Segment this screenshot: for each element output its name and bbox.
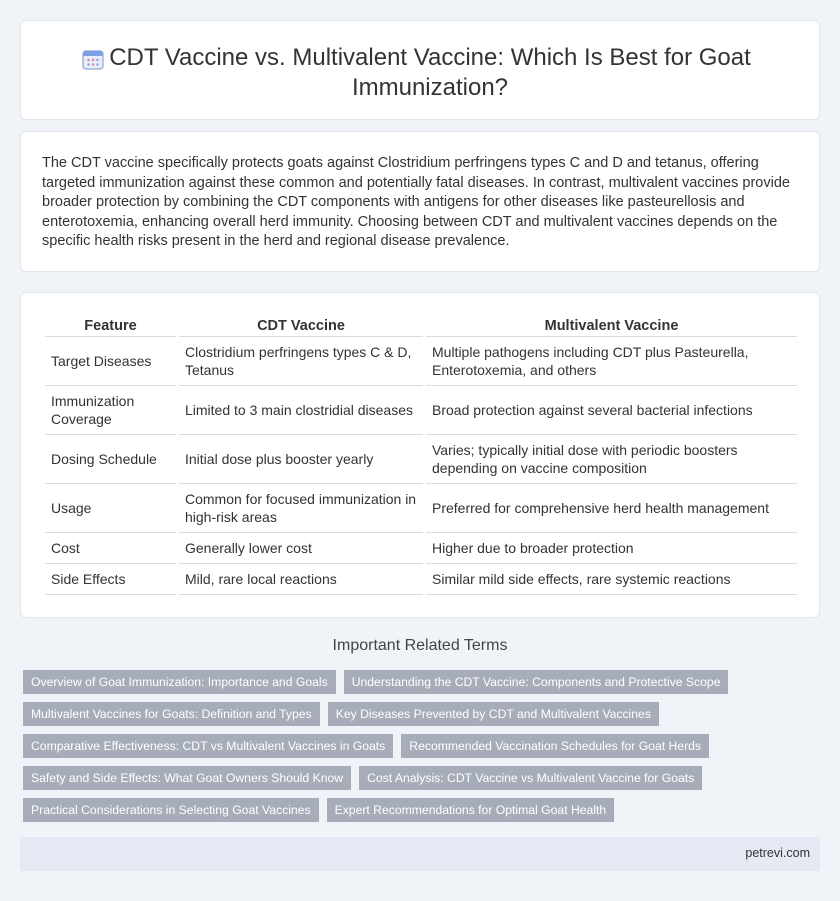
table-cell-multivalent: Similar mild side effects, rare systemic reactions — [426, 564, 797, 595]
table-cell-multivalent: Higher due to broader protection — [426, 533, 797, 564]
related-terms-list — [23, 670, 823, 830]
related-term-link[interactable]: Expert Recommendations for Optimal Goat Health — [327, 798, 615, 822]
table-cell-cdt: Generally lower cost — [179, 533, 423, 564]
comparison-table-card — [20, 292, 820, 618]
table-cell-feature: Immunization Coverage — [45, 386, 176, 435]
table-cell-multivalent: Multiple pathogens including CDT plus Pasteurella, Enterotoxemia, and others — [426, 337, 797, 386]
table-header-multivalent: Multivalent Vaccine — [426, 315, 797, 337]
table-cell-feature: Side Effects — [45, 564, 176, 595]
table-row — [45, 533, 797, 564]
intro-paragraph: The CDT vaccine specifically protects goats against Clostridium perfringens types C and D and tetanus, offering targeted immunization against these common and potentially fatal diseases. In contrast, multivalent vaccines provide broader protection by combining the CDT components with antigens for other diseases like pasteurellosis and enterotoxemia, enhancing overall herd immunity. Choosing between CDT and multivalent vaccines depends on the specific health risks present in the herd and regional disease prevalence. — [42, 155, 790, 250]
related-term-link[interactable]: Recommended Vaccination Schedules for Goat Herds — [401, 734, 709, 758]
table-row — [45, 484, 797, 533]
table-cell-cdt: Mild, rare local reactions — [179, 564, 423, 595]
intro-card — [20, 131, 820, 272]
related-term-link[interactable]: Practical Considerations in Selecting Goat Vaccines — [23, 798, 319, 822]
table-header-feature: Feature — [45, 315, 176, 337]
table-cell-cdt: Initial dose plus booster yearly — [179, 435, 423, 484]
related-term-link[interactable]: Cost Analysis: CDT Vaccine vs Multivalent Vaccine for Goats — [359, 766, 702, 790]
comparison-table — [42, 315, 800, 595]
table-header-cdt: CDT Vaccine — [179, 315, 423, 337]
table-cell-feature: Target Diseases — [45, 337, 176, 386]
table-cell-cdt: Common for focused immunization in high-risk areas — [179, 484, 423, 533]
related-term-link[interactable]: Understanding the CDT Vaccine: Components and Protective Scope — [344, 670, 729, 694]
title-card — [20, 20, 820, 120]
related-term-link[interactable]: Overview of Goat Immunization: Importance and Goals — [23, 670, 336, 694]
related-term-link[interactable]: Safety and Side Effects: What Goat Owners Should Know — [23, 766, 351, 790]
related-term-link[interactable]: Comparative Effectiveness: CDT vs Multivalent Vaccines in Goats — [23, 734, 393, 758]
table-cell-feature: Usage — [45, 484, 176, 533]
footer — [20, 837, 820, 871]
table-row — [45, 564, 797, 595]
table-row — [45, 337, 797, 386]
table-cell-multivalent: Broad protection against several bacterial infections — [426, 386, 797, 435]
related-term-link[interactable]: Multivalent Vaccines for Goats: Definition and Types — [23, 702, 320, 726]
page-title: CDT Vaccine vs. Multivalent Vaccine: Which Is Best for Goat Immunization? — [109, 44, 751, 101]
table-cell-multivalent: Varies; typically initial dose with periodic boosters depending on vaccine composition — [426, 435, 797, 484]
table-cell-cdt: Clostridium perfringens types C & D, Tetanus — [179, 337, 423, 386]
table-cell-feature: Dosing Schedule — [45, 435, 176, 484]
table-cell-feature: Cost — [45, 533, 176, 564]
related-terms-heading: Important Related Terms — [332, 637, 508, 654]
table-cell-cdt: Limited to 3 main clostridial diseases — [179, 386, 423, 435]
table-cell-multivalent: Preferred for comprehensive herd health management — [426, 484, 797, 533]
related-term-link[interactable]: Key Diseases Prevented by CDT and Multivalent Vaccines — [328, 702, 659, 726]
table-row — [45, 386, 797, 435]
footer-site-link[interactable]: petrevi.com — [745, 846, 810, 860]
table-row — [45, 435, 797, 484]
